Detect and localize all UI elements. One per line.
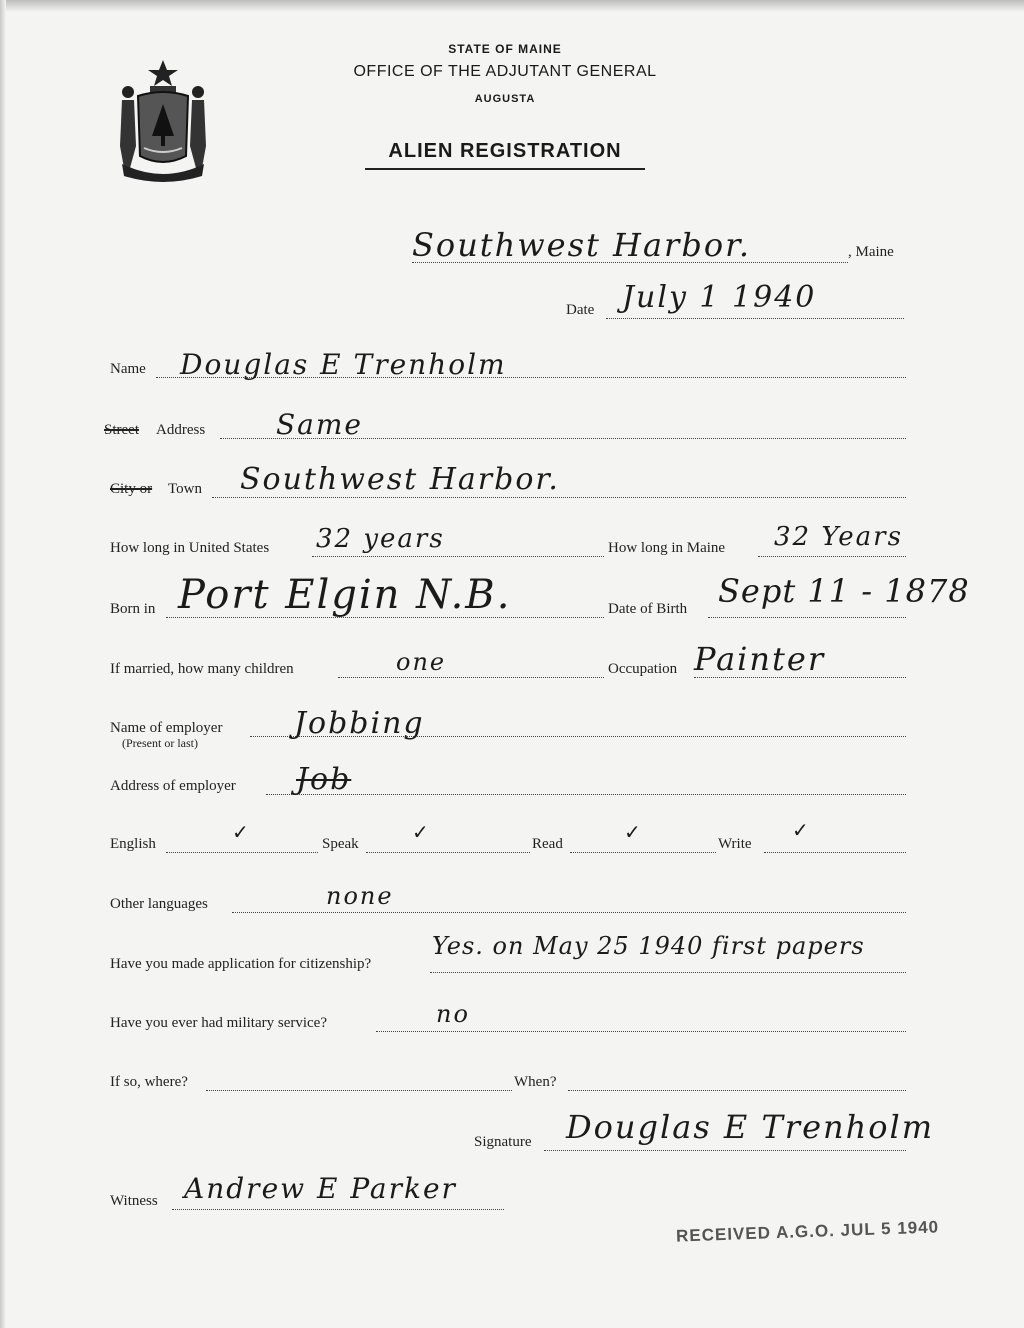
city-line [212, 497, 906, 498]
city-value: Southwest Harbor. [240, 462, 560, 497]
children-label: If married, how many children [110, 661, 294, 677]
dob-value: Sept 11 - 1878 [718, 572, 970, 610]
employer-label: Name of employer [110, 720, 223, 736]
us-duration-label: How long in United States [110, 540, 270, 556]
maine-duration-value: 32 Years [774, 522, 903, 552]
location-suffix: , Maine [848, 244, 894, 260]
speak-line [366, 852, 530, 853]
read-line [570, 852, 716, 853]
occupation-value: Painter [694, 640, 826, 678]
employer-address-line [266, 794, 906, 795]
speak-label: Speak [322, 836, 359, 852]
employer-address-value: Job [296, 762, 352, 797]
signature-value: Douglas E Trenholm [566, 1108, 935, 1146]
born-in-label: Born in [110, 601, 156, 617]
maine-duration-line [758, 556, 906, 557]
form-title: ALIEN REGISTRATION [388, 140, 622, 162]
dob-line [708, 617, 906, 618]
location-town-value: Southwest Harbor. [412, 226, 752, 264]
street-label: Address [156, 422, 206, 438]
occupation-label: Occupation [608, 661, 678, 677]
children-line [338, 677, 604, 678]
children-value: one [396, 648, 447, 676]
street-value: Same [276, 408, 363, 441]
witness-label: Witness [110, 1193, 158, 1209]
write-line [764, 852, 906, 853]
dob-label: Date of Birth [608, 601, 688, 617]
name-value: Douglas E Trenholm [180, 348, 507, 381]
maine-duration-label: How long in Maine [608, 540, 726, 556]
header-city: AUGUSTA [474, 93, 536, 105]
us-duration-line [312, 556, 604, 557]
street-label-struck: Street [104, 422, 139, 438]
seal-motto: DIRIGO [146, 163, 179, 173]
military-line [376, 1031, 906, 1032]
header-state: STATE OF MAINE [448, 42, 562, 56]
read-check-icon: ✓ [624, 820, 641, 844]
scan-edge-top [0, 0, 1024, 12]
citizenship-line [430, 972, 906, 973]
when-label: When? [514, 1074, 557, 1090]
born-in-value: Port Elgin N.B. [178, 572, 512, 618]
us-duration-value: 32 years [316, 524, 445, 554]
received-stamp: RECEIVED A.G.O. JUL 5 1940 [675, 1217, 940, 1246]
where-label: If so, where? [110, 1074, 188, 1090]
where-line [206, 1090, 512, 1091]
write-label: Write [718, 836, 752, 852]
english-check-icon: ✓ [232, 820, 249, 844]
read-label: Read [532, 836, 563, 852]
english-label: English [110, 836, 156, 852]
date-line [606, 318, 904, 319]
employer-sublabel: (Present or last) [122, 736, 198, 750]
name-label: Name [110, 361, 146, 377]
english-line [166, 852, 318, 853]
citizenship-value: Yes. on May 25 1940 first papers [432, 932, 865, 960]
signature-label: Signature [474, 1134, 532, 1150]
speak-check-icon: ✓ [412, 820, 429, 844]
employer-value: Jobbing [294, 706, 425, 741]
write-check-icon: ✓ [792, 818, 809, 842]
form-title-underline [365, 168, 645, 170]
citizenship-label: Have you made application for citizenship? [110, 956, 372, 972]
military-label: Have you ever had military service? [110, 1015, 327, 1031]
witness-line [172, 1209, 504, 1210]
signature-line [544, 1150, 906, 1151]
city-label-struck: City or [110, 481, 153, 497]
date-label: Date [566, 302, 595, 318]
other-languages-line [232, 912, 906, 913]
scan-edge-left [0, 0, 6, 1328]
other-languages-label: Other languages [110, 896, 208, 912]
when-line [568, 1090, 906, 1091]
location-line [412, 262, 848, 263]
employer-address-label: Address of employer [110, 778, 236, 794]
witness-value: Andrew E Parker [184, 1172, 457, 1205]
date-value: July 1 1940 [622, 280, 817, 315]
city-label: Town [168, 481, 202, 497]
military-value: no [436, 1000, 470, 1028]
other-languages-value: none [326, 882, 394, 910]
header-office: OFFICE OF THE ADJUTANT GENERAL [353, 63, 657, 80]
